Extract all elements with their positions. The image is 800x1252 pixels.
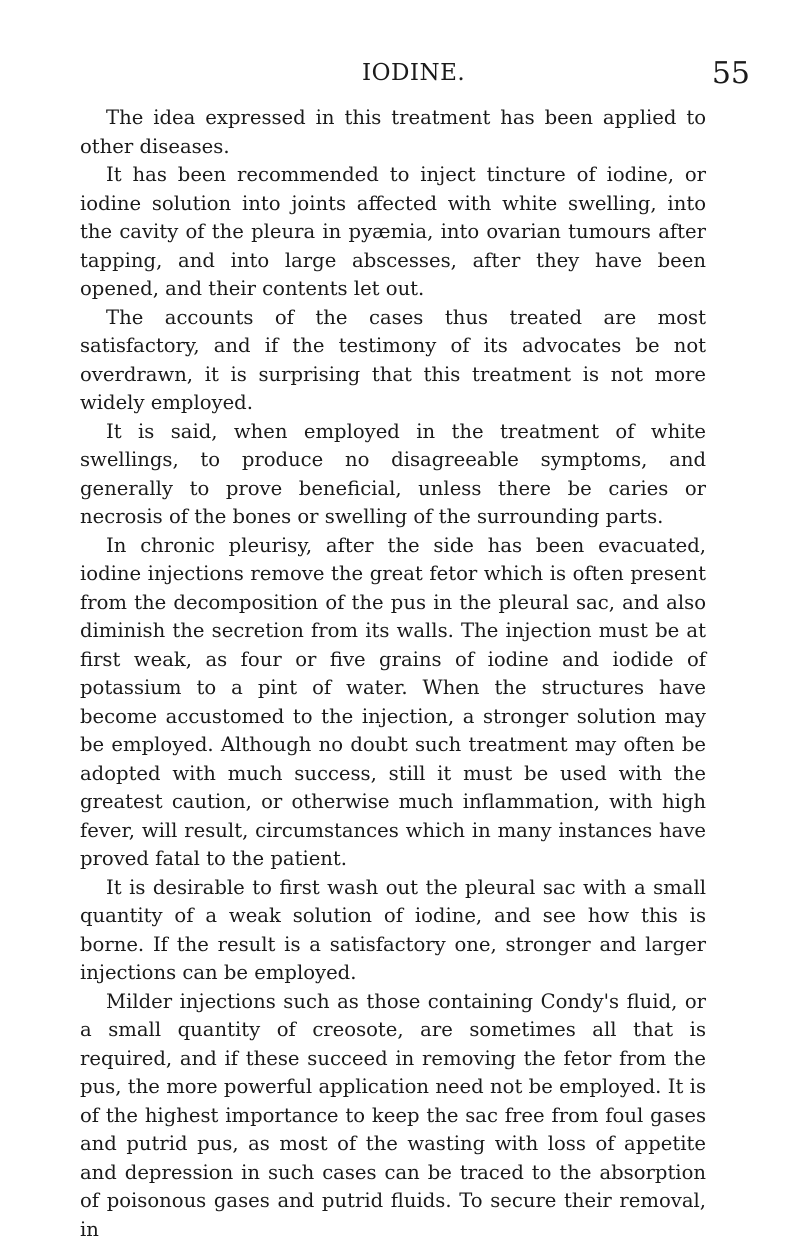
paragraph: The accounts of the cases thus treated are most satisfactory, and if the testimony of its advocates be not overdrawn, it is surprising that this treatment is not more widely employed.: [80, 305, 706, 414]
page-number: 55: [711, 56, 750, 91]
body-text: [80, 104, 706, 1244]
paragraph: It is said, when employed in the treatment of white swellings, to produce no disagreeable symptoms, and generally to prove beneficial, unless there be caries or necrosis of the bones or swelling of the surrounding parts.: [80, 419, 706, 528]
paragraph: It has been recommended to inject tincture of iodine, or iodine solution into joints affected with white swelling, into the cavity of the pleura in pyæmia, into ovarian tumours after tapping, and into large abscesses, after they have been opened, and their contents let out.: [80, 163, 706, 300]
paragraph: Milder injections such as those containing Condy's fluid, or a small quantity of creosote, are sometimes all that is required, and if these succeed in removing the fetor from the pus, the more powerful application need not be employed. It is of the highest importance to keep the sac free from foul gases and putrid pus, as most of the wasting with loss of appetite and depression in such cases can be traced to the absorption of poisonous gases and putrid fluids. To secure their removal, in: [80, 989, 706, 1241]
paragraph: In chronic pleurisy, after the side has been evacuated, iodine injections remove the great fetor which is often present from the decomposition of the pus in the pleural sac, and also diminish the secretion from its walls. The injection must be at first weak, as four or five grains of iodine and iodide of potassium to a pint of water. When the structures have become accustomed to the injection, a stronger solution may be employed. Although no doubt such treatment may often be adopted with much success, still it must be used with the greatest caution, or otherwise much inflammation, with high fever, will result, circumstances which in many instances have proved fatal to the patient.: [80, 533, 706, 870]
paragraph: It is desirable to first wash out the pleural sac with a small quantity of a weak solution of iodine, and see how this is borne. If the result is a satisfactory one, stronger and larger injections can be employed.: [80, 875, 706, 984]
paragraph: The idea expressed in this treatment has been applied to other diseases.: [80, 106, 706, 158]
running-title: IODINE.: [362, 60, 466, 86]
running-head: [72, 56, 780, 100]
